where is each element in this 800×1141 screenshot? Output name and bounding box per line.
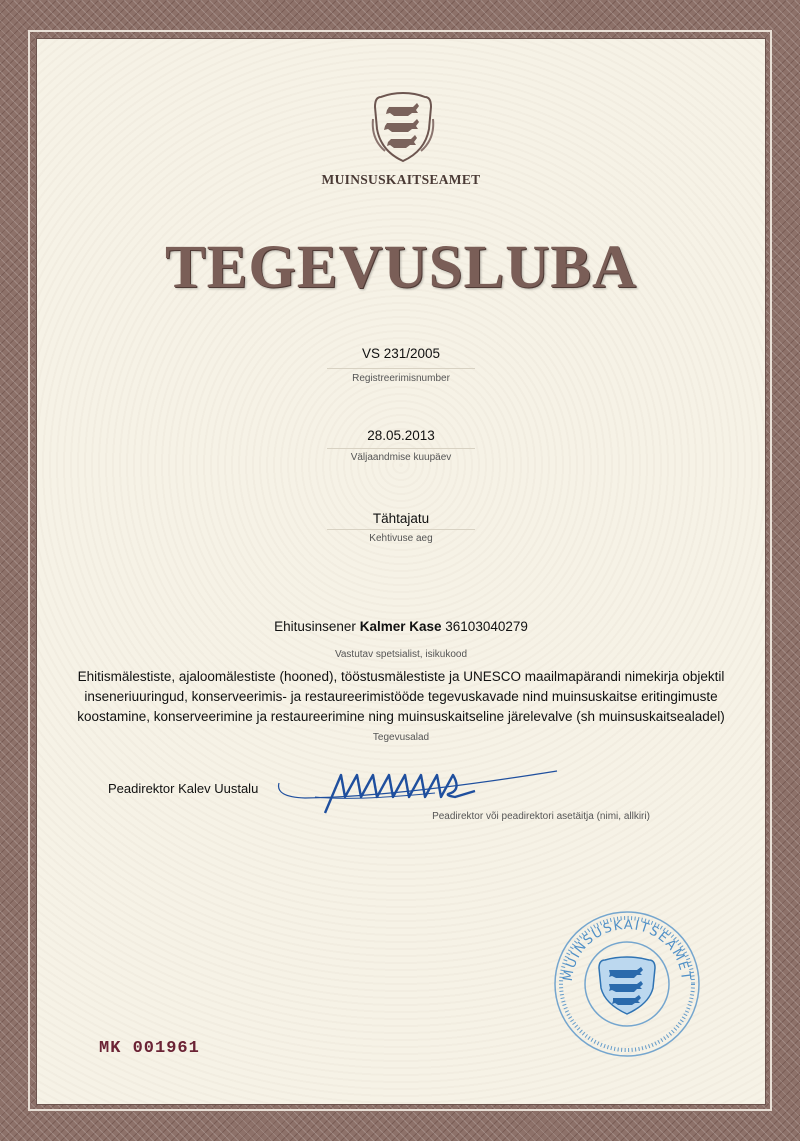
certificate-paper [36,38,766,1105]
estonian-coat-of-arms-icon [371,89,435,163]
registration-number-label: Registreerimisnumber [352,373,450,384]
issue-date-line [327,448,475,449]
validity-label: Kehtivuse aeg [369,533,433,544]
signatory-name: Peadirektor Kalev Uustalu [108,781,259,796]
registration-number-value: VS 231/2005 [361,346,441,361]
serial-number: MK 001961 [99,1039,200,1058]
handwritten-signature [275,767,560,817]
activity-areas-text [51,667,751,727]
agency-name: MUINSUSKAITSEAMET [321,172,481,187]
specialist-title: Ehitusinsener [274,619,356,634]
responsible-specialist [37,619,765,634]
signature-label: Peadirektor või peadirektori asetäitja (nimi, allkiri) [432,811,650,822]
validity-value: Tähtajatu [372,511,430,526]
document-title: TEGEVUSLUBA [164,234,637,301]
seal-text: MUINSUSKAITSEAMET [560,917,694,983]
registration-number-line [327,368,475,369]
issue-date-label: Väljaandmise kuupäev [350,452,452,463]
activity-areas-line: Ehitismälestiste, ajaloomälestiste (hooned), tööstusmälestiste ja UNESCO maailmapärandi nimekirja objektil [77,669,725,684]
official-seal-stamp [547,904,707,1064]
activity-areas-line: inseneriuuringud, konserveerimis- ja restaureerimistööde tegevuskavade nind muinsuskaitse eritingimuste [84,689,718,704]
responsible-specialist-label: Vastutav spetsialist, isikukood [334,649,468,660]
activity-areas-label: Tegevusalad [372,732,430,743]
validity-line [327,529,475,530]
activity-areas-line: koostamine, konserveerimine ja restaureerimine ning muinsuskaitseline järelevalve (sh muinsuskaitsealadel) [77,709,725,724]
specialist-personal-code: 36103040279 [445,619,528,634]
specialist-name: Kalmer Kase [359,619,442,634]
issue-date-value: 28.05.2013 [367,428,435,443]
